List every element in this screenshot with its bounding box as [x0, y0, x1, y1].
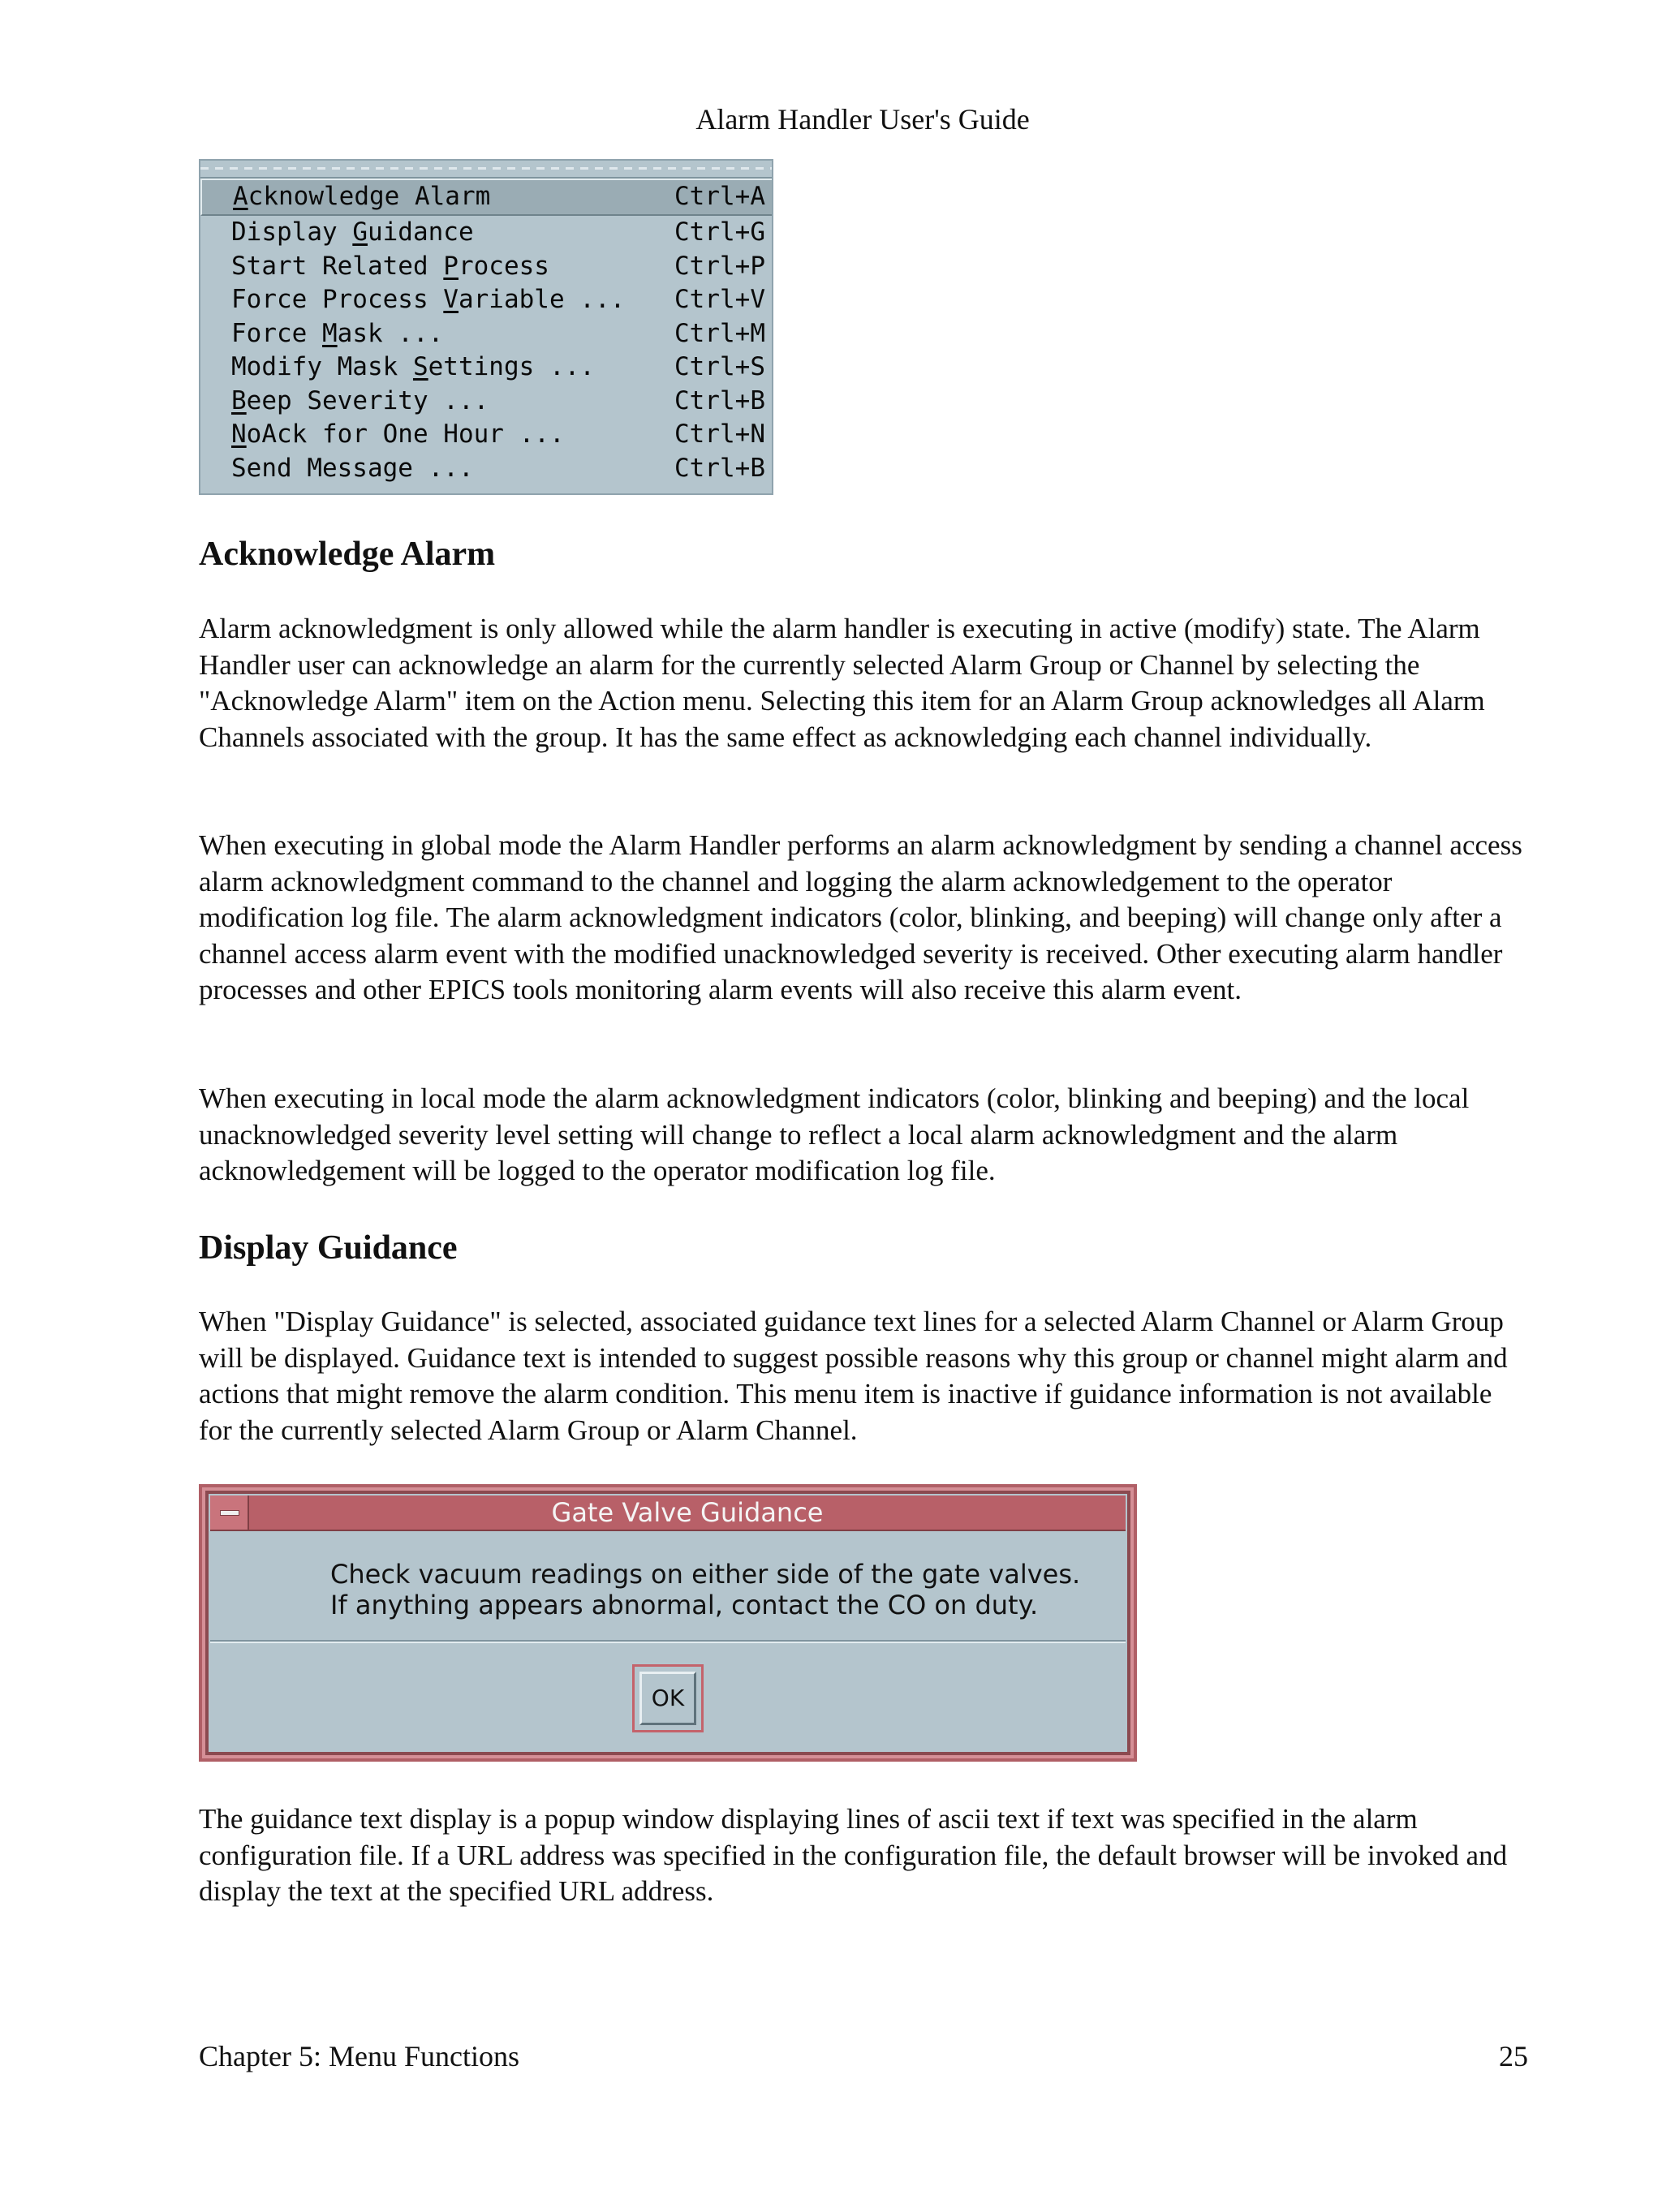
- menu-item[interactable]: [200, 452, 772, 486]
- menu-item-label: Send Message ...: [231, 453, 474, 483]
- mnemonic: G: [352, 217, 368, 247]
- action-menu: [199, 159, 773, 495]
- guidance-dialog: [199, 1484, 1137, 1762]
- menu-item-shortcut: Ctrl+G: [674, 217, 765, 247]
- menu-item-label: NoAck for One Hour ...: [231, 420, 565, 449]
- dialog-title: Gate Valve Guidance: [551, 1497, 824, 1528]
- mnemonic: B: [231, 385, 247, 415]
- paragraph: Alarm acknowledgment is only allowed while the alarm handler is executing in active (modify) state. The Alarm Handler user can acknowledge an alarm for the currently selected Alarm Group or Channel by selecting the "Acknowledge Alarm" item on the Action menu. Selecting this item for an Alarm Group acknowledges all Alarm Channels associated with the group. It has the same effect as acknowledging each channel individually.: [199, 613, 1485, 753]
- dialog-separator: [210, 1640, 1126, 1643]
- paragraph: When "Display Guidance" is selected, associated guidance text lines for a selected Alarm Channel or Alarm Group will be displayed. Guidance text is intended to suggest possible reasons why this group or channel might alarm and actions that might remove the alarm condition. This menu item is inactive if guidance information is not available for the currently selected Alarm Group or Alarm Channel.: [199, 1306, 1508, 1446]
- default-button-frame: [632, 1664, 704, 1732]
- mnemonic: S: [412, 352, 428, 381]
- menu-item-shortcut: Ctrl+B: [674, 453, 765, 483]
- menu-item[interactable]: [200, 317, 772, 351]
- menu-item-label: Force Mask ...: [231, 318, 444, 348]
- page-header: Alarm Handler User's Guide: [695, 103, 1030, 136]
- section-heading-display-guidance: Display Guidance: [199, 1229, 458, 1267]
- menu-item[interactable]: [200, 283, 772, 317]
- footer-chapter: Chapter 5: Menu Functions: [199, 2040, 519, 2072]
- mnemonic: V: [443, 285, 459, 314]
- menu-item-label: Force Process Variable ...: [231, 285, 626, 314]
- dialog-titlebar[interactable]: [210, 1495, 1126, 1531]
- menu-item-label: Beep Severity ...: [231, 385, 489, 415]
- section-heading-acknowledge-alarm: Acknowledge Alarm: [199, 536, 496, 573]
- window-menu-button[interactable]: [210, 1495, 249, 1530]
- menu-item[interactable]: [200, 250, 772, 284]
- paragraph: When executing in local mode the alarm acknowledgment indicators (color, blinking and beeping) and the local unacknowledged severity level setting will change to reflect a local alarm acknowledgment and the alarm acknowledgement will be logged to the operator modification log file.: [199, 1082, 1470, 1186]
- paragraph: The guidance text display is a popup window displaying lines of ascii text if text was specified in the alarm configuration file. If a URL address was specified in the configuration file, the default browser will be invoked and display the text at the specified URL address.: [199, 1803, 1508, 1907]
- paragraph: When executing in global mode the Alarm Handler performs an alarm acknowledgment by sending a channel access alarm acknowledgment command to the channel and logging the alarm acknowledgement to the operator modification log file. The alarm acknowledgment indicators (color, blinking, and beeping) will change only after a channel access alarm event with the modified unacknowledged severity is received. Other executing alarm handler processes and other EPICS tools monitoring alarm events will also receive this alarm event.: [199, 829, 1522, 1005]
- menu-item-label: Start Related Process: [231, 251, 549, 281]
- menu-item[interactable]: [200, 351, 772, 385]
- menu-item-label: Acknowledge Alarm: [233, 182, 491, 211]
- menu-item-shortcut: Ctrl+V: [674, 285, 765, 314]
- guidance-line: If anything appears abnormal, contact the CO on duty.: [330, 1590, 1039, 1620]
- guidance-message: [330, 1559, 1080, 1620]
- menu-tear-off-handle[interactable]: [200, 161, 772, 179]
- mnemonic: P: [443, 251, 459, 281]
- menu-item[interactable]: [200, 216, 772, 250]
- menu-item-shortcut: Ctrl+B: [674, 385, 765, 415]
- menu-item[interactable]: [200, 179, 772, 216]
- menu-item[interactable]: [200, 385, 772, 419]
- page-number: 25: [1499, 2040, 1528, 2072]
- menu-item-label: Display Guidance: [231, 217, 474, 247]
- mnemonic: M: [321, 318, 338, 348]
- mnemonic: N: [231, 420, 247, 449]
- ok-button[interactable]: OK: [639, 1672, 696, 1725]
- menu-item[interactable]: [200, 418, 772, 452]
- window-menu-icon: [220, 1510, 239, 1516]
- menu-item-shortcut: Ctrl+A: [674, 182, 765, 211]
- guidance-line: Check vacuum readings on either side of the gate valves.: [330, 1559, 1081, 1590]
- menu-item-shortcut: Ctrl+M: [674, 318, 765, 348]
- mnemonic: A: [233, 182, 248, 211]
- menu-item-shortcut: Ctrl+P: [674, 251, 765, 281]
- menu-item-shortcut: Ctrl+S: [674, 352, 765, 381]
- menu-item-label: Modify Mask Settings ...: [231, 352, 595, 381]
- menu-item-shortcut: Ctrl+N: [674, 420, 765, 449]
